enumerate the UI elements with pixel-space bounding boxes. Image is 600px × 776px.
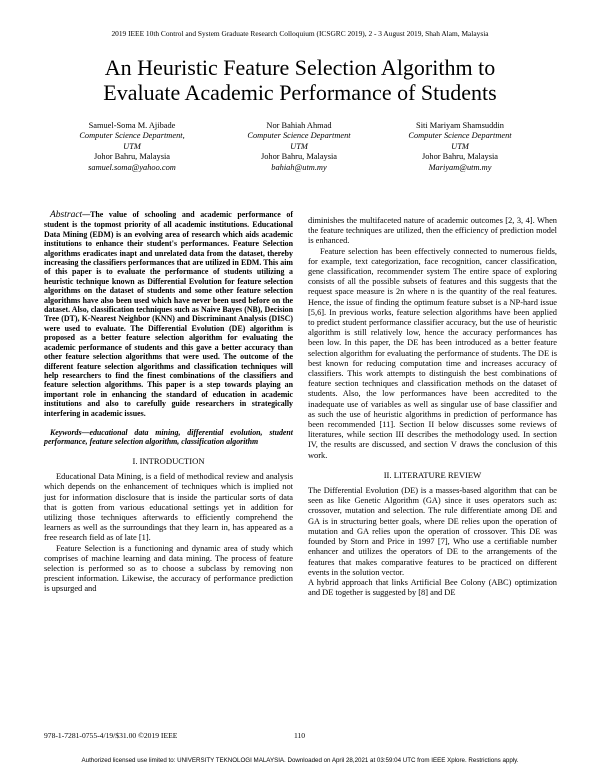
page-number: 110: [294, 731, 306, 740]
title-line-1: An Heuristic Feature Selection Algorithm to: [104, 55, 496, 80]
body-paragraph: Feature selection has been effectively connected to numerous fields, for example, text categorization, face recognition, cancer classification, gene classification, recommender system The entire space of exploring consists of all the possible subsets of features and this suggests that the request space measure is 2n where n is the quantity of the real features. Hence, the issue of finding the optimum feature subset is a NP-hard issue [5,6]. In previous works, feature selection algorithms have been applied to predict student performance classifier accuracy, but the use of heuristic algorithm is still relatively low, hence the accuracy performances has been low. In this paper, the DE has been introduced as a better feature selection algorithm for evaluating the performance of students. The DE is best known for reducing computation time and increases accuracy of classifiers. This work attempts to distinguish the best combinations of feature section techniques and classification methods on the dataset of students. Also, the low performances have been accredited to the inadequate use of variables as well as singular use of base classifier and as such the use of heuristic algorithms in prediction of performance has been recommended [11]. Section II below discusses some reviews of literatures, while section III describes the methodology used. In section IV, the results are discussed, and section V draws the conclusion of this work.: [308, 246, 557, 460]
abstract-label: Abstract: [50, 210, 83, 220]
author-city: Johor Bahru, Malaysia: [260, 152, 338, 162]
paper-title: [20, 55, 580, 105]
author-city: Johor Bahru, Malaysia: [93, 152, 171, 162]
body-paragraph: diminishes the multifaceted nature of academic outcomes [2, 3, 4]. When the feature techniques are utilized, then the efficiency of prediction model is enhanced.: [308, 216, 557, 246]
author-dept: Computer Science Department: [247, 131, 351, 141]
right-column: [308, 216, 557, 598]
author-email: Mariyam@utm.my: [428, 162, 492, 172]
author-name: Siti Mariyam Shamsuddin: [416, 121, 504, 130]
body-paragraph: A hybrid approach that links Artificial Bee Colony (ABC) optimization and DE together is suggested by [8] and DE: [308, 577, 557, 598]
abstract: [44, 210, 293, 418]
author-name: Samuel-Soma M. Ajibade: [88, 121, 176, 130]
conference-header: 2019 IEEE 10th Control and System Graduate Research Colloquium (ICSGRC 2019), 2 - 3 August 2019, Shah Alam, Malaysia: [111, 29, 489, 38]
body-paragraph: The Differential Evolution (DE) is a masses-based algorithm that can be seen as like Genetic Algorithm (GA) since it uses operators such as: crossover, mutation and selection. The rule differentiate among DE and GA is in structuring better goals, where DE relies upon the operation of mutation and GA relies upon the operation of crossover. This DE was founded by Storn and Price in 1997 [7], Who use a certifiable number enhancer and utilizes the operators of DE to the arrangements of the features that makes comparative features to be practiced on different events in the solution vector.: [308, 486, 557, 577]
author-org: UTM: [451, 141, 469, 151]
section-heading-literature-review: II. LITERATURE REVIEW: [383, 469, 482, 480]
intro-paragraph: Educational Data Mining, is a field of methodical review and analysis which depends on the enhancement of techniques which is implied not just for information disclosure that is inside the particular sorts of data that is gotten from various educational settings yet in addition for utilizing those techniques afterwards to efficiently comprehend the learners as well as the surroundings that they learn in, has appeared as a free research field as of late [1].: [44, 472, 293, 543]
author-org: UTM: [123, 141, 141, 151]
author-dept: Computer Science Department: [408, 131, 512, 141]
author-block-1: [42, 121, 222, 173]
author-block-2: [209, 121, 389, 173]
left-column: [44, 210, 293, 595]
author-block-3: [370, 121, 550, 173]
author-email: samuel.soma@yahoo.com: [88, 162, 176, 172]
author-name: Nor Bahiah Ahmad: [266, 121, 332, 130]
author-email: bahiah@utm.my: [271, 162, 327, 172]
author-dept: Computer Science Department,: [79, 131, 185, 141]
keywords: Keywords—educational data mining, differential evolution, student performance, feature selection algorithm, classification algorithm: [44, 427, 293, 447]
author-city: Johor Bahru, Malaysia: [421, 152, 499, 162]
intro-paragraph: Feature Selection is a functioning and dynamic area of study which comprises of machine learning and data mining. The process of feature selection is performed so as to choose a subclass by removing non prescient information. Likewise, the accuracy of performance prediction is upsurged and: [44, 543, 293, 594]
copyright-footer: 978-1-7281-0755-4/19/$31.00 ©2019 IEEE: [44, 731, 178, 740]
section-heading-introduction: I. INTRODUCTION: [132, 455, 205, 466]
author-org: UTM: [290, 141, 308, 151]
title-line-2: Evaluate Academic Performance of Students: [103, 80, 497, 105]
abstract-text: —The value of schooling and academic performance of student is the topmost priority of all academic institutions. Educational Data Mining (EDM) is an evolving area of research which aids academic institutions to enhance their student's performances. Feature Selection algorithms eradicates inapt and unrelated data from the dataset, thereby increasing the classifiers performances that are utilized in EDM. This aim of this paper is to evaluate the performance of students utilizing a heuristic technique known as Differential Evolution for feature selection algorithms on the dataset of students and some other feature selection algorithms have also been used which have never been used before on the dataset. Also, classification techniques such as Naive Bayes (NB), Decision Tree (DT), K-Nearest Neighbor (KNN) and Discriminant Analysis (DISC) were used to evaluate. The Differential Evolution (DE) algorithm is proposed as a better feature selection algorithm for evaluating the academic performance of students and this gave a better accuracy than other feature selection algorithms that were used. The outcome of the different feature selection algorithms and classification techniques will help researchers to find the finest combinations of the classifiers and feature selection algorithms. This paper is a step towards playing an important role in enhancing the standard of education in academic institutions and also to carefully guide researchers in strategically interfering in academic issues.: [44, 210, 293, 418]
license-notice: Authorized licensed use limited to: UNIVERSITY TEKNOLOGI MALAYSIA. Downloaded on April 28,2021 at 03:59:04 UTC from IEEE Xplore. Restrictions apply.: [81, 757, 519, 764]
